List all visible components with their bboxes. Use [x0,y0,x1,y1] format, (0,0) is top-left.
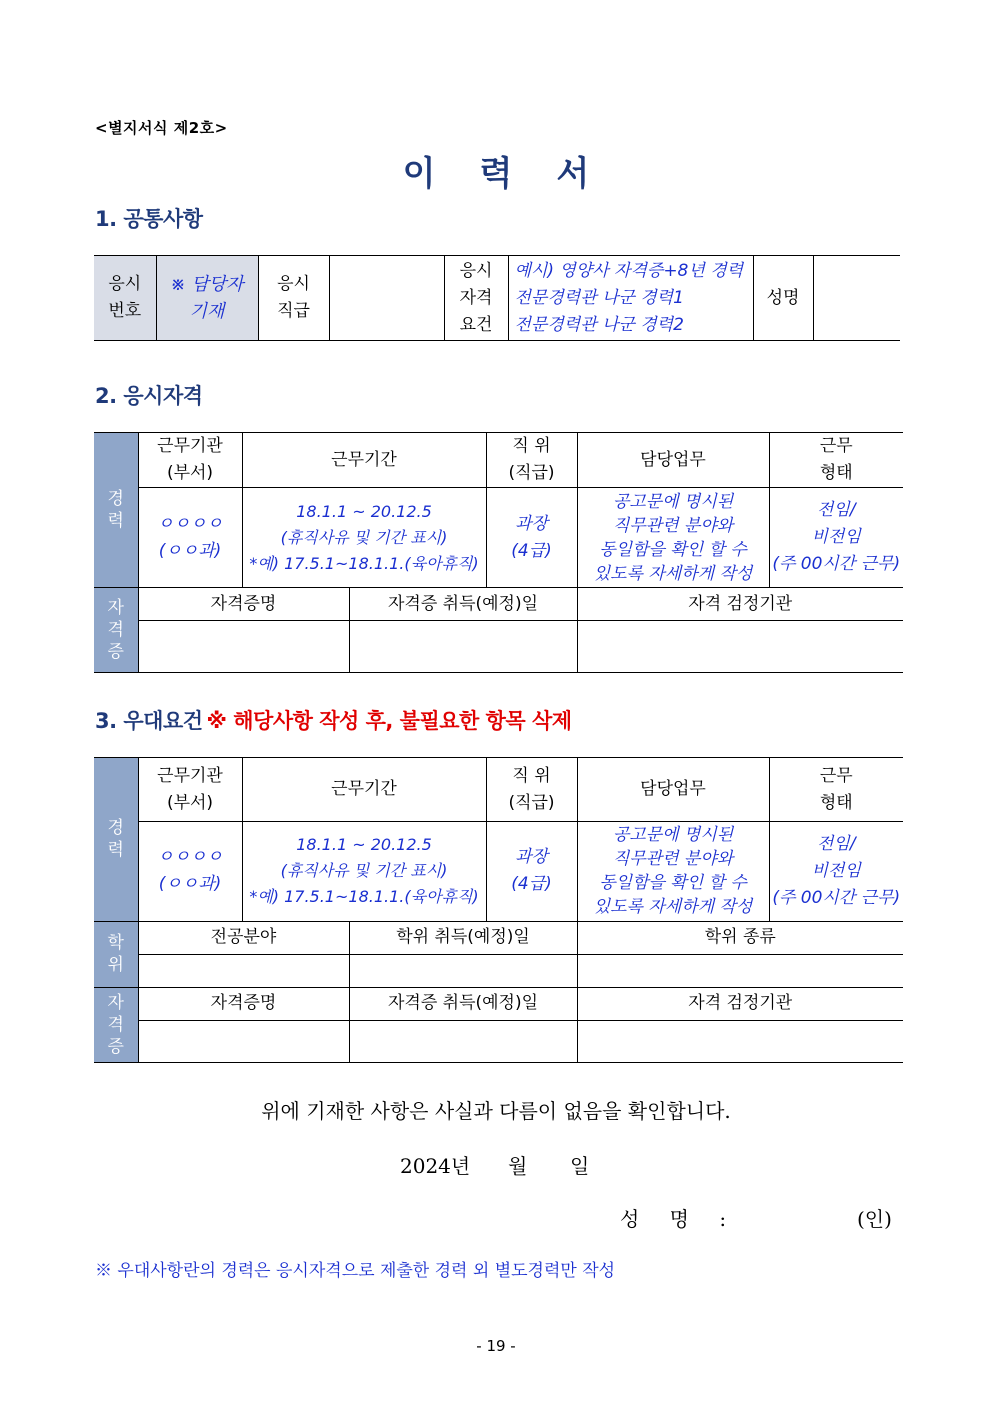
pref-license-name-value[interactable] [138,1020,349,1062]
pref-license-header-name: 자격증명 [138,987,349,1020]
exam-requirement-value[interactable]: 예시) 영양사 자격증+8년 경력 전문경력관 나군 경력1 전문경력관 나군 경력2 [508,256,753,341]
degree-header-major: 전공분야 [138,921,349,954]
degree-header-date: 학위 취득(예정)일 [349,921,577,954]
degree-side-label: 학 위 [94,921,138,987]
degree-major-value[interactable] [138,954,349,987]
exam-number-label: 응시 번호 [94,256,156,341]
career-position-value[interactable]: 과장 (4급) [486,488,577,588]
footnote: ※ 우대사항란의 경력은 응시자격으로 제출한 경력 외 별도경력만 작성 [95,1261,616,1281]
career-duty-value[interactable]: 공고문에 명시된 직무관련 분야와 동일함을 확인 할 수 있도록 자세하게 작성 [577,488,769,588]
date-day: 일 [570,1154,590,1178]
exam-requirement-label: 응시 자격 요건 [444,256,508,341]
pref-career-header-position: 직 위 (직급) [486,758,577,822]
date-year: 2024년 [400,1154,471,1178]
pref-license-agency-value[interactable] [577,1020,903,1062]
pref-license-date-value[interactable] [349,1020,577,1062]
license-date-value[interactable] [349,621,577,673]
pref-career-header-type: 근무 형태 [769,758,903,822]
career-header-org: 근무기관 (부서) [138,433,242,488]
pref-career-header-org: 근무기관 (부서) [138,758,242,822]
exam-grade-value[interactable] [329,256,444,341]
name-label: 성명 [753,256,813,341]
career-org-value[interactable]: ㅇㅇㅇㅇ (ㅇㅇ과) [138,488,242,588]
career-header-type: 근무 형태 [769,433,903,488]
pref-career-header-duty: 담당업무 [577,758,769,822]
career-type-value[interactable]: 전임/ 비전임 (주 00시간 근무) [769,488,903,588]
pref-career-period-value[interactable]: 18.1.1 ~ 20.12.5 (휴직사유 및 기간 표시) *예) 17.5.1~18.1.1.(육아휴직) [242,822,486,921]
preference-table [94,757,903,1063]
license-name-value[interactable] [138,621,349,673]
degree-header-type: 학위 종류 [577,921,903,954]
form-label: <별지서식 제2호> [95,119,228,137]
license-header-date: 자격증 취득(예정)일 [349,588,577,621]
career-header-position: 직 위 (직급) [486,433,577,488]
license-side-label: 자 격 증 [94,588,138,673]
section-2-title: 2. 응시자격 [95,384,203,408]
career-side-label: 경 력 [94,433,138,588]
common-info-table [94,255,900,341]
confirmation-statement: 위에 기재한 사항은 사실과 다름이 없음을 확인합니다. [261,1099,731,1123]
signature-label: 성 명 : [620,1207,727,1231]
pref-career-type-value[interactable]: 전임/ 비전임 (주 00시간 근무) [769,822,903,921]
seal-mark: (인) [857,1207,892,1231]
document-title: 이 력 서 [402,154,590,194]
pref-license-header-date: 자격증 취득(예정)일 [349,987,577,1020]
page-number: - 19 - [476,1337,516,1355]
career-header-period: 근무기간 [242,433,486,488]
section-3-note: ※ 해당사항 작성 후, 불필요한 항목 삭제 [206,709,572,733]
exam-number-value[interactable]: ※ 담당자 기재 [156,256,258,341]
qualification-table [94,432,903,673]
license-header-agency: 자격 검정기관 [577,588,903,621]
date-month: 월 [508,1154,528,1178]
pref-career-header-period: 근무기간 [242,758,486,822]
career-period-value[interactable]: 18.1.1 ~ 20.12.5 (휴직사유 및 기간 표시) *예) 17.5.1~18.1.1.(육아휴직) [242,488,486,588]
degree-type-value[interactable] [577,954,903,987]
career-header-duty: 담당업무 [577,433,769,488]
name-value[interactable] [813,256,900,341]
pref-career-side-label: 경 력 [94,758,138,922]
license-agency-value[interactable] [577,621,903,673]
license-header-name: 자격증명 [138,588,349,621]
pref-career-duty-value[interactable]: 공고문에 명시된 직무관련 분야와 동일함을 확인 할 수 있도록 자세하게 작성 [577,822,769,921]
section-3-title: 3. 우대요건 ※ 해당사항 작성 후, 불필요한 항목 삭제 [95,709,572,733]
pref-career-org-value[interactable]: ㅇㅇㅇㅇ (ㅇㅇ과) [138,822,242,921]
exam-grade-label: 응시 직급 [258,256,329,341]
pref-license-header-agency: 자격 검정기관 [577,987,903,1020]
section-1-title: 1. 공통사항 [95,207,203,231]
degree-date-value[interactable] [349,954,577,987]
pref-license-side-label: 자 격 증 [94,987,138,1062]
pref-career-position-value[interactable]: 과장 (4급) [486,822,577,921]
